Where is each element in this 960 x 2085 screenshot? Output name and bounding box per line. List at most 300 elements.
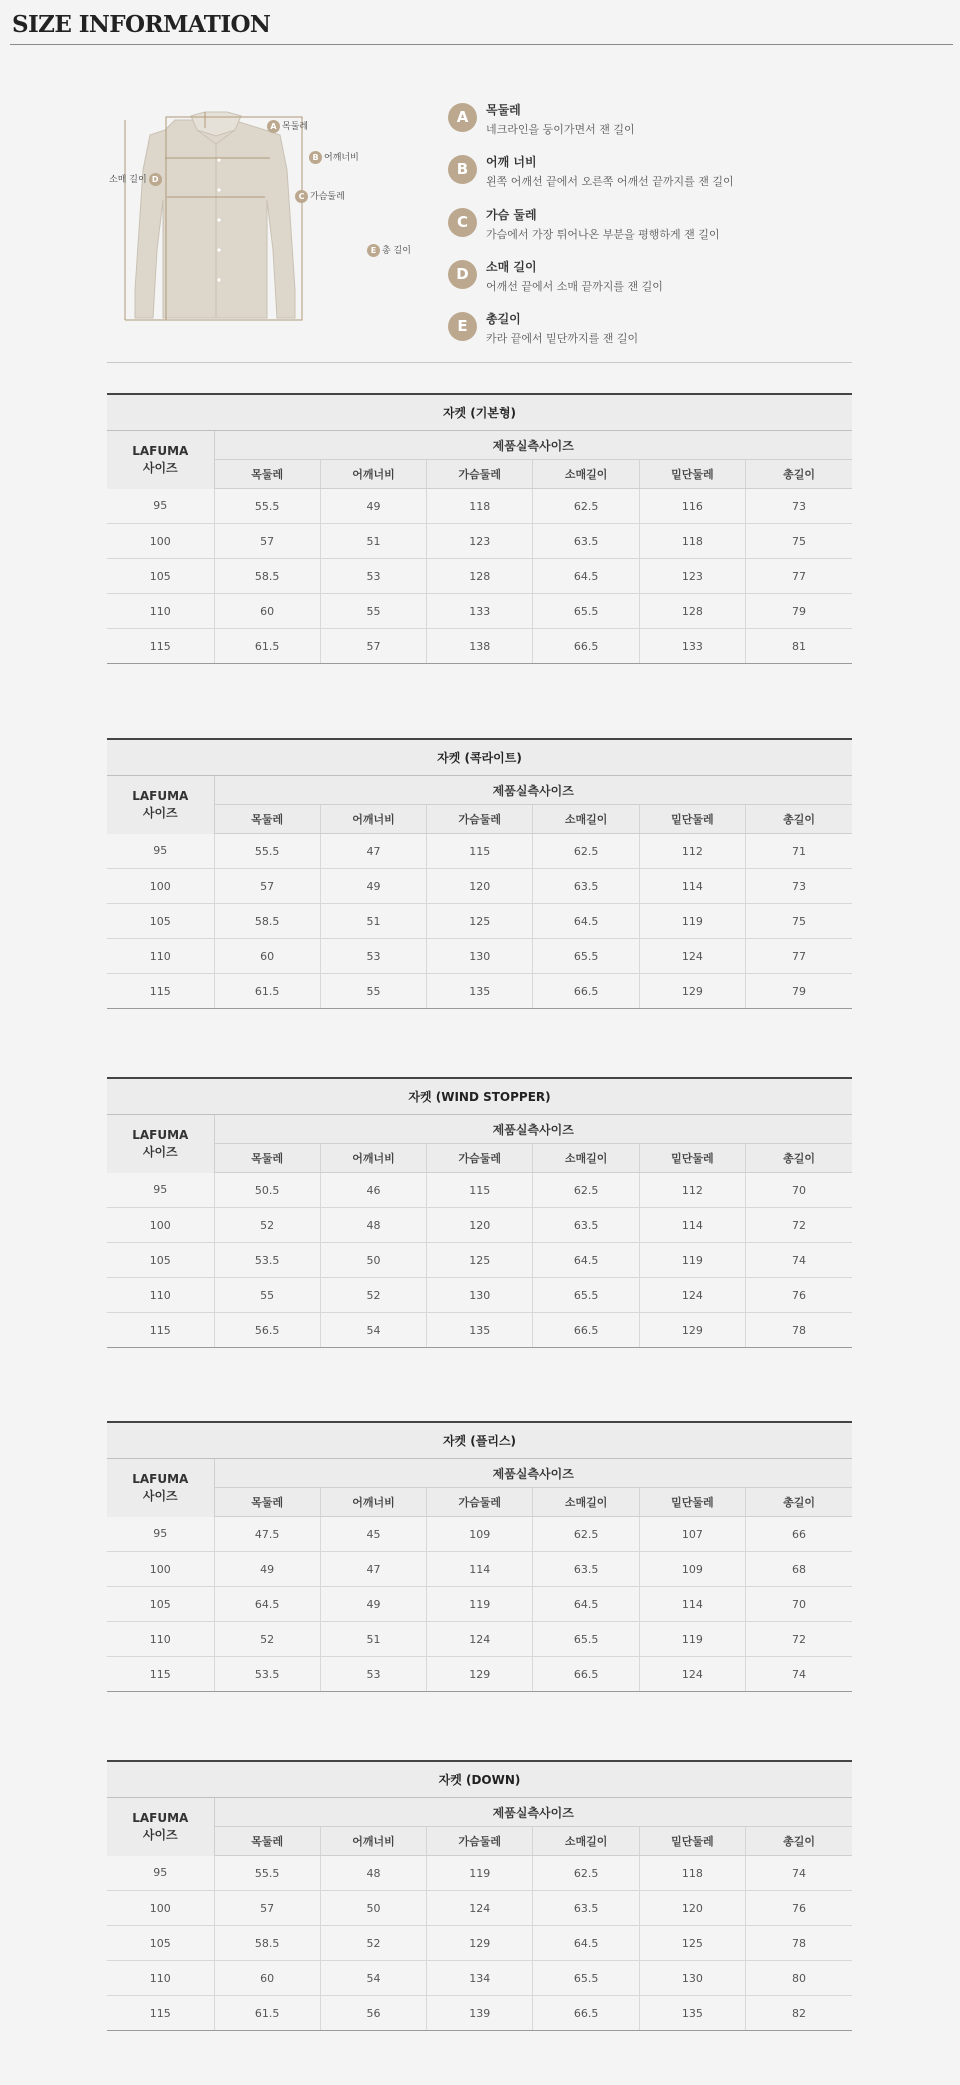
size-header-brand: LAFUMA <box>132 1127 189 1142</box>
callout-d-label: 소매 길이 <box>109 174 147 185</box>
table-cell: 125 <box>427 904 533 939</box>
table-cell: 110 <box>107 1278 214 1313</box>
table-cell: 66.5 <box>533 629 639 664</box>
size-header-label: 사이즈 <box>142 805 178 820</box>
callout-a-label: 목둘레 <box>282 121 309 132</box>
table-row <box>107 1926 852 1961</box>
table-cell: 49 <box>320 489 426 524</box>
table-row <box>107 1891 852 1926</box>
legend-badge: B <box>448 155 477 184</box>
table-cell: 46 <box>320 1173 426 1208</box>
table-cell: 57 <box>214 869 320 904</box>
table-cell: 62.5 <box>533 834 639 869</box>
legend-title: 소매 길이 <box>486 260 537 274</box>
table-cell: 100 <box>107 1552 214 1587</box>
callout-b <box>309 151 359 164</box>
table-cell: 133 <box>639 629 745 664</box>
table-cell: 74 <box>746 1243 852 1278</box>
table-cell: 115 <box>107 1657 214 1692</box>
table-cell: 128 <box>639 594 745 629</box>
table-cell: 60 <box>214 594 320 629</box>
table-cell: 100 <box>107 1208 214 1243</box>
callout-c-label: 가슴둘레 <box>310 191 345 202</box>
table-cell: 105 <box>107 1587 214 1622</box>
table-cell: 65.5 <box>533 1622 639 1657</box>
measurement-group-header: 제품실측사이즈 <box>214 431 852 460</box>
table-row <box>107 834 852 869</box>
title-divider <box>10 44 953 45</box>
measurement-group-header: 제품실측사이즈 <box>214 776 852 805</box>
table-cell: 49 <box>320 1587 426 1622</box>
table-row <box>107 1313 852 1348</box>
table-cell: 114 <box>639 1587 745 1622</box>
table-cell: 139 <box>427 1996 533 2031</box>
shirt-diagram <box>105 100 425 330</box>
size-column-header <box>107 431 214 489</box>
table-cell: 79 <box>746 594 852 629</box>
table-row <box>107 1243 852 1278</box>
table-title: 자켓 (콕라이트) <box>107 739 852 776</box>
table-cell: 95 <box>107 1856 214 1891</box>
column-header: 어깨너비 <box>320 460 426 489</box>
size-column-header <box>107 1459 214 1517</box>
table-cell: 95 <box>107 1517 214 1552</box>
table-cell: 119 <box>427 1587 533 1622</box>
table-cell: 63.5 <box>533 869 639 904</box>
table-cell: 50 <box>320 1243 426 1278</box>
column-header: 어깨너비 <box>320 1827 426 1856</box>
table-cell: 129 <box>427 1657 533 1692</box>
table-row <box>107 1996 852 2031</box>
legend-item-c <box>448 205 868 245</box>
table-cell: 48 <box>320 1856 426 1891</box>
table-cell: 49 <box>320 869 426 904</box>
table-cell: 52 <box>320 1278 426 1313</box>
size-header-brand: LAFUMA <box>132 443 189 458</box>
table-title: 자켓 (플리스) <box>107 1422 852 1459</box>
table-cell: 118 <box>639 524 745 559</box>
size-header-label: 사이즈 <box>142 1488 178 1503</box>
table-cell: 61.5 <box>214 1996 320 2031</box>
table-cell: 124 <box>639 1278 745 1313</box>
measurement-group-header: 제품실측사이즈 <box>214 1115 852 1144</box>
legend-desc: 가슴에서 가장 튀어나온 부분을 평행하게 잰 길이 <box>486 228 720 241</box>
table-cell: 52 <box>214 1208 320 1243</box>
table-cell: 118 <box>639 1856 745 1891</box>
table-row <box>107 869 852 904</box>
table-cell: 64.5 <box>533 559 639 594</box>
table-cell: 100 <box>107 524 214 559</box>
table-row <box>107 1173 852 1208</box>
column-header: 밑단둘레 <box>639 1827 745 1856</box>
column-header: 밑단둘레 <box>639 460 745 489</box>
table-cell: 82 <box>746 1996 852 2031</box>
column-header: 소매길이 <box>533 1144 639 1173</box>
table-cell: 55.5 <box>214 834 320 869</box>
table-cell: 51 <box>320 1622 426 1657</box>
callout-e-badge: E <box>367 244 380 257</box>
table-cell: 47 <box>320 834 426 869</box>
table-cell: 115 <box>427 834 533 869</box>
table-cell: 125 <box>639 1926 745 1961</box>
column-header: 총길이 <box>746 460 852 489</box>
table-cell: 81 <box>746 629 852 664</box>
table-row <box>107 1622 852 1657</box>
table-cell: 63.5 <box>533 524 639 559</box>
table-cell: 123 <box>427 524 533 559</box>
table-cell: 50.5 <box>214 1173 320 1208</box>
table-cell: 58.5 <box>214 559 320 594</box>
table-row <box>107 629 852 664</box>
table-cell: 58.5 <box>214 904 320 939</box>
legend-title: 목둘레 <box>486 103 521 117</box>
table-cell: 119 <box>639 1243 745 1278</box>
table-cell: 105 <box>107 1926 214 1961</box>
legend-badge: A <box>448 103 477 132</box>
table-row <box>107 1278 852 1313</box>
table-cell: 130 <box>639 1961 745 1996</box>
table-row <box>107 559 852 594</box>
column-header: 총길이 <box>746 1144 852 1173</box>
table-cell: 115 <box>107 1996 214 2031</box>
column-header: 어깨너비 <box>320 1488 426 1517</box>
table-cell: 119 <box>639 1622 745 1657</box>
table-cell: 125 <box>427 1243 533 1278</box>
table-cell: 53.5 <box>214 1657 320 1692</box>
table-cell: 118 <box>427 489 533 524</box>
table-cell: 53 <box>320 1657 426 1692</box>
table-cell: 114 <box>639 1208 745 1243</box>
column-header: 총길이 <box>746 805 852 834</box>
table-cell: 95 <box>107 834 214 869</box>
table-cell: 79 <box>746 974 852 1009</box>
table-cell: 66.5 <box>533 1313 639 1348</box>
table-cell: 62.5 <box>533 1517 639 1552</box>
column-header: 소매길이 <box>533 805 639 834</box>
table-cell: 76 <box>746 1891 852 1926</box>
size-column-header <box>107 776 214 834</box>
table-cell: 68 <box>746 1552 852 1587</box>
table-row <box>107 489 852 524</box>
table-cell: 115 <box>107 629 214 664</box>
table-cell: 54 <box>320 1313 426 1348</box>
table-cell: 124 <box>639 939 745 974</box>
table-cell: 129 <box>427 1926 533 1961</box>
column-header: 가슴둘레 <box>427 1488 533 1517</box>
column-header: 소매길이 <box>533 1488 639 1517</box>
table-cell: 47.5 <box>214 1517 320 1552</box>
table-cell: 72 <box>746 1622 852 1657</box>
table-cell: 51 <box>320 904 426 939</box>
measurement-group-header: 제품실측사이즈 <box>214 1459 852 1488</box>
table-cell: 52 <box>320 1926 426 1961</box>
legend-desc: 카라 끝에서 밑단까지를 잰 길이 <box>486 332 639 345</box>
table-cell: 62.5 <box>533 489 639 524</box>
table-cell: 128 <box>427 559 533 594</box>
table-cell: 55 <box>214 1278 320 1313</box>
table-cell: 105 <box>107 559 214 594</box>
table-row <box>107 904 852 939</box>
size-header-label: 사이즈 <box>142 1144 178 1159</box>
column-header: 밑단둘레 <box>639 805 745 834</box>
table-cell: 55.5 <box>214 489 320 524</box>
size-table <box>107 1421 852 1692</box>
table-cell: 138 <box>427 629 533 664</box>
table-cell: 120 <box>427 869 533 904</box>
callout-d <box>109 173 162 186</box>
table-cell: 64.5 <box>214 1587 320 1622</box>
table-cell: 120 <box>639 1891 745 1926</box>
table-cell: 70 <box>746 1173 852 1208</box>
table-cell: 75 <box>746 904 852 939</box>
table-cell: 100 <box>107 1891 214 1926</box>
size-table <box>107 393 852 664</box>
legend-badge: C <box>448 208 477 237</box>
column-header: 목둘레 <box>214 1827 320 1856</box>
callout-d-badge: D <box>149 173 162 186</box>
legend-desc: 어깨선 끝에서 소매 끝까지를 잰 길이 <box>486 280 663 293</box>
table-cell: 95 <box>107 1173 214 1208</box>
column-header: 가슴둘레 <box>427 460 533 489</box>
column-header: 목둘레 <box>214 460 320 489</box>
table-cell: 110 <box>107 939 214 974</box>
table-cell: 64.5 <box>533 1926 639 1961</box>
callout-e-label: 총 길이 <box>382 245 411 256</box>
table-cell: 114 <box>427 1552 533 1587</box>
table-row <box>107 1856 852 1891</box>
table-cell: 63.5 <box>533 1552 639 1587</box>
table-cell: 73 <box>746 489 852 524</box>
table-cell: 62.5 <box>533 1173 639 1208</box>
legend-desc: 네크라인을 둥이가면서 잰 길이 <box>486 123 635 136</box>
column-header: 밑단둘레 <box>639 1144 745 1173</box>
table-cell: 63.5 <box>533 1891 639 1926</box>
table-cell: 56 <box>320 1996 426 2031</box>
table-cell: 72 <box>746 1208 852 1243</box>
legend-item-b <box>448 152 868 192</box>
table-cell: 135 <box>427 974 533 1009</box>
table-cell: 65.5 <box>533 1961 639 1996</box>
legend-desc: 왼쪽 어깨선 끝에서 오른쪽 어깨선 끝까지를 잰 길이 <box>486 175 734 188</box>
table-cell: 53 <box>320 939 426 974</box>
callout-b-badge: B <box>309 151 322 164</box>
table-cell: 115 <box>107 974 214 1009</box>
table-cell: 74 <box>746 1856 852 1891</box>
table-cell: 74 <box>746 1657 852 1692</box>
legend-title: 총길이 <box>486 312 521 326</box>
table-cell: 64.5 <box>533 904 639 939</box>
table-cell: 110 <box>107 1622 214 1657</box>
table-cell: 134 <box>427 1961 533 1996</box>
table-row <box>107 1587 852 1622</box>
size-header-brand: LAFUMA <box>132 1810 189 1825</box>
callout-b-label: 어깨너비 <box>324 152 359 163</box>
legend-badge: E <box>448 312 477 341</box>
table-cell: 76 <box>746 1278 852 1313</box>
table-cell: 119 <box>639 904 745 939</box>
table-cell: 66.5 <box>533 974 639 1009</box>
table-cell: 75 <box>746 524 852 559</box>
table-cell: 130 <box>427 939 533 974</box>
table-cell: 130 <box>427 1278 533 1313</box>
table-cell: 124 <box>427 1622 533 1657</box>
table-cell: 80 <box>746 1961 852 1996</box>
table-cell: 123 <box>639 559 745 594</box>
table-row <box>107 1208 852 1243</box>
table-cell: 65.5 <box>533 939 639 974</box>
table-cell: 110 <box>107 1961 214 1996</box>
column-header: 가슴둘레 <box>427 1827 533 1856</box>
table-cell: 112 <box>639 1173 745 1208</box>
table-title: 자켓 (DOWN) <box>107 1761 852 1798</box>
callout-a-badge: A <box>267 120 280 133</box>
table-row <box>107 1657 852 1692</box>
table-cell: 64.5 <box>533 1587 639 1622</box>
table-cell: 114 <box>639 869 745 904</box>
size-header-brand: LAFUMA <box>132 788 189 803</box>
size-table <box>107 1760 852 2031</box>
table-cell: 115 <box>427 1173 533 1208</box>
size-header-brand: LAFUMA <box>132 1471 189 1486</box>
table-cell: 135 <box>639 1996 745 2031</box>
table-cell: 133 <box>427 594 533 629</box>
table-cell: 105 <box>107 904 214 939</box>
table-cell: 63.5 <box>533 1208 639 1243</box>
table-cell: 115 <box>107 1313 214 1348</box>
table-cell: 57 <box>214 524 320 559</box>
table-cell: 70 <box>746 1587 852 1622</box>
column-header: 가슴둘레 <box>427 1144 533 1173</box>
page-title: SIZE INFORMATION <box>12 11 271 38</box>
table-cell: 105 <box>107 1243 214 1278</box>
table-cell: 124 <box>639 1657 745 1692</box>
table-cell: 51 <box>320 524 426 559</box>
legend-title: 가슴 둘레 <box>486 208 537 222</box>
table-cell: 55 <box>320 974 426 1009</box>
table-cell: 55 <box>320 594 426 629</box>
size-header-label: 사이즈 <box>142 1827 178 1842</box>
table-cell: 109 <box>427 1517 533 1552</box>
table-cell: 65.5 <box>533 1278 639 1313</box>
table-cell: 57 <box>320 629 426 664</box>
table-cell: 78 <box>746 1926 852 1961</box>
column-header: 어깨너비 <box>320 805 426 834</box>
legend-item-d <box>448 257 868 297</box>
table-row <box>107 594 852 629</box>
column-header: 목둘레 <box>214 1488 320 1517</box>
callout-a <box>267 120 308 133</box>
table-title: 자켓 (WIND STOPPER) <box>107 1078 852 1115</box>
callout-c <box>295 190 345 203</box>
column-header: 소매길이 <box>533 460 639 489</box>
table-cell: 135 <box>427 1313 533 1348</box>
section-divider <box>107 362 852 363</box>
legend-title: 어깨 너비 <box>486 155 537 169</box>
table-cell: 78 <box>746 1313 852 1348</box>
table-cell: 116 <box>639 489 745 524</box>
table-cell: 52 <box>214 1622 320 1657</box>
callout-c-badge: C <box>295 190 308 203</box>
table-cell: 65.5 <box>533 594 639 629</box>
callout-e <box>367 244 411 257</box>
table-cell: 57 <box>214 1891 320 1926</box>
table-cell: 54 <box>320 1961 426 1996</box>
table-cell: 110 <box>107 594 214 629</box>
column-header: 총길이 <box>746 1488 852 1517</box>
table-cell: 66.5 <box>533 1996 639 2031</box>
table-cell: 62.5 <box>533 1856 639 1891</box>
shirt-illustration <box>105 100 425 330</box>
table-cell: 100 <box>107 869 214 904</box>
size-column-header <box>107 1115 214 1173</box>
table-cell: 55.5 <box>214 1856 320 1891</box>
table-row <box>107 1552 852 1587</box>
table-cell: 109 <box>639 1552 745 1587</box>
measurement-group-header: 제품실측사이즈 <box>214 1798 852 1827</box>
table-row <box>107 974 852 1009</box>
size-column-header <box>107 1798 214 1856</box>
size-table <box>107 1077 852 1348</box>
table-cell: 129 <box>639 974 745 1009</box>
table-cell: 71 <box>746 834 852 869</box>
column-header: 어깨너비 <box>320 1144 426 1173</box>
table-cell: 66.5 <box>533 1657 639 1692</box>
table-cell: 56.5 <box>214 1313 320 1348</box>
table-row <box>107 1961 852 1996</box>
column-header: 목둘레 <box>214 805 320 834</box>
table-cell: 95 <box>107 489 214 524</box>
table-cell: 107 <box>639 1517 745 1552</box>
table-cell: 50 <box>320 1891 426 1926</box>
table-row <box>107 939 852 974</box>
table-cell: 73 <box>746 869 852 904</box>
table-cell: 61.5 <box>214 629 320 664</box>
column-header: 밑단둘레 <box>639 1488 745 1517</box>
column-header: 가슴둘레 <box>427 805 533 834</box>
table-cell: 124 <box>427 1891 533 1926</box>
table-cell: 53.5 <box>214 1243 320 1278</box>
table-cell: 53 <box>320 559 426 594</box>
table-cell: 77 <box>746 559 852 594</box>
table-cell: 49 <box>214 1552 320 1587</box>
legend-badge: D <box>448 260 477 289</box>
table-cell: 120 <box>427 1208 533 1243</box>
table-title: 자켓 (기본형) <box>107 394 852 431</box>
legend-item-e <box>448 309 868 349</box>
column-header: 총길이 <box>746 1827 852 1856</box>
table-cell: 45 <box>320 1517 426 1552</box>
table-cell: 60 <box>214 939 320 974</box>
table-row <box>107 524 852 559</box>
table-cell: 58.5 <box>214 1926 320 1961</box>
table-cell: 119 <box>427 1856 533 1891</box>
table-row <box>107 1517 852 1552</box>
size-table <box>107 738 852 1009</box>
table-cell: 64.5 <box>533 1243 639 1278</box>
table-cell: 48 <box>320 1208 426 1243</box>
table-cell: 61.5 <box>214 974 320 1009</box>
size-header-label: 사이즈 <box>142 460 178 475</box>
table-cell: 66 <box>746 1517 852 1552</box>
legend-item-a <box>448 100 868 140</box>
table-cell: 129 <box>639 1313 745 1348</box>
table-cell: 60 <box>214 1961 320 1996</box>
table-cell: 112 <box>639 834 745 869</box>
column-header: 목둘레 <box>214 1144 320 1173</box>
table-cell: 77 <box>746 939 852 974</box>
column-header: 소매길이 <box>533 1827 639 1856</box>
table-cell: 47 <box>320 1552 426 1587</box>
